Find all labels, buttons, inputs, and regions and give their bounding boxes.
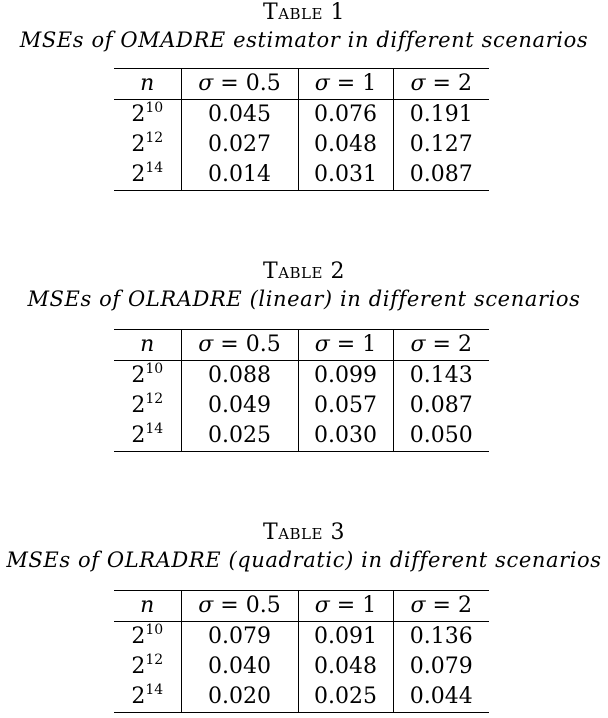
table-row	[114, 391, 489, 421]
value-cell: 0.050	[409, 423, 473, 448]
value-cell: 0.076	[298, 100, 393, 131]
value-cell: 0.027	[181, 130, 298, 160]
table-row	[114, 100, 489, 131]
header-sigma-col-2: σ = 1	[298, 591, 393, 622]
header-sigma-col-2: σ = 1	[298, 330, 393, 361]
value-cell: 0.045	[181, 100, 298, 131]
table-row	[114, 130, 489, 160]
header-sigma-col-3: σ = 2	[393, 591, 489, 622]
header-sigma-col-3: σ = 2	[393, 330, 489, 361]
value-cell: 0.088	[181, 361, 298, 392]
table-caption: MSEs of OMADRE estimator in different scenarios	[19, 28, 589, 52]
table-row	[114, 652, 489, 682]
results-table	[114, 68, 489, 191]
row-n-cell: $2^{14}$	[114, 160, 181, 191]
value-cell: 0.191	[409, 102, 473, 127]
header-sigma-col-1: σ = 0.5	[181, 591, 298, 622]
table-row	[114, 682, 489, 713]
header-sigma-col-1: σ = 0.5	[181, 330, 298, 361]
row-n-cell: $2^{14}$	[114, 421, 181, 452]
table-label: Table 1	[263, 0, 345, 25]
value-cell: 0.091	[298, 622, 393, 653]
value-cell: 0.079	[181, 622, 298, 653]
value-cell: 0.044	[409, 684, 473, 709]
table-row	[114, 421, 489, 452]
results-table	[114, 590, 489, 713]
row-n-cell: $2^{10}$	[114, 100, 181, 131]
value-cell: 0.099	[298, 361, 393, 392]
value-cell: 0.087	[409, 393, 473, 418]
table-caption: MSEs of OLRADRE (linear) in different scenarios	[27, 287, 581, 311]
header-n: n	[114, 69, 181, 100]
row-n-cell: $2^{12}$	[114, 130, 181, 160]
table-row	[114, 160, 489, 191]
header-row	[114, 330, 489, 361]
value-cell: 0.079	[409, 654, 473, 679]
value-cell: 0.143	[409, 363, 473, 388]
value-cell: 0.048	[298, 652, 393, 682]
value-cell: 0.040	[181, 652, 298, 682]
table-3-block	[0, 520, 608, 709]
header-n: n	[114, 330, 181, 361]
header-row	[114, 591, 489, 622]
value-cell: 0.049	[181, 391, 298, 421]
value-cell: 0.025	[298, 682, 393, 713]
value-cell: 0.020	[181, 682, 298, 713]
table-1-block	[0, 0, 608, 187]
row-n-cell: $2^{12}$	[114, 652, 181, 682]
table-row	[114, 361, 489, 392]
row-n-cell: $2^{10}$	[114, 622, 181, 653]
row-n-cell: $2^{12}$	[114, 391, 181, 421]
table-2-block	[0, 259, 608, 448]
table-label: Table 3	[263, 520, 345, 545]
value-cell: 0.087	[409, 162, 473, 187]
results-table	[114, 329, 489, 452]
header-sigma-col-1: σ = 0.5	[181, 69, 298, 100]
value-cell: 0.057	[298, 391, 393, 421]
value-cell: 0.025	[181, 421, 298, 452]
value-cell: 0.136	[409, 624, 473, 649]
value-cell: 0.014	[181, 160, 298, 191]
header-sigma-col-3: σ = 2	[393, 69, 489, 100]
header-n: n	[114, 591, 181, 622]
value-cell: 0.127	[409, 132, 473, 157]
value-cell: 0.048	[298, 130, 393, 160]
row-n-cell: $2^{14}$	[114, 682, 181, 713]
table-row	[114, 622, 489, 653]
header-row	[114, 69, 489, 100]
table-caption: MSEs of OLRADRE (quadratic) in different scenarios	[6, 548, 602, 572]
value-cell: 0.030	[298, 421, 393, 452]
row-n-cell: $2^{10}$	[114, 361, 181, 392]
header-sigma-col-2: σ = 1	[298, 69, 393, 100]
table-label: Table 2	[263, 259, 345, 284]
value-cell: 0.031	[298, 160, 393, 191]
